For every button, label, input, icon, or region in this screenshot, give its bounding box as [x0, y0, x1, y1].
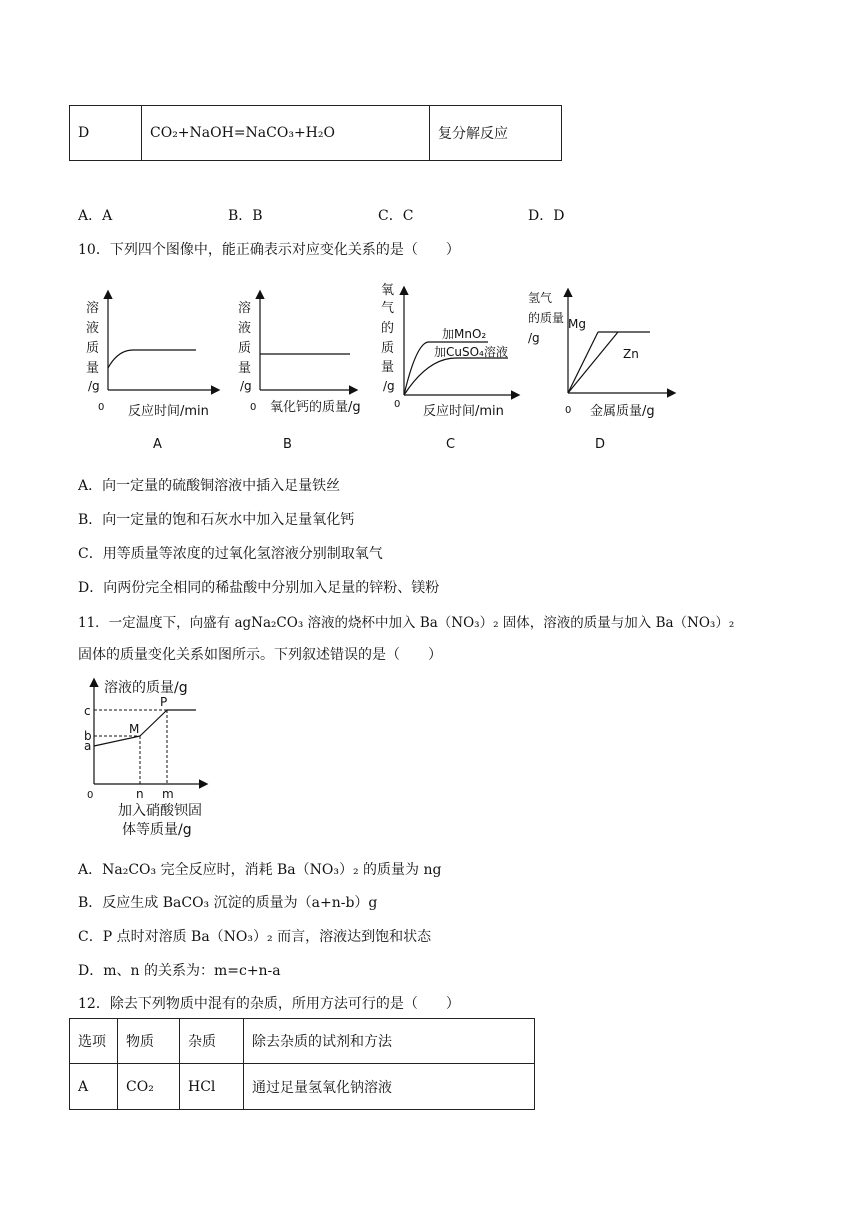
- graph-c-origin: 0: [394, 399, 401, 410]
- graph-c-ylabel-5: 量: [381, 360, 395, 375]
- graph-a-caption: A: [153, 437, 162, 452]
- graph-a-ylabel-1: 溶: [86, 301, 100, 316]
- reaction-table-row-d: [69, 105, 562, 161]
- q12-cell-method: 通过足量氢氧化钠溶液: [244, 1064, 535, 1110]
- q9-option-a[interactable]: A．A: [78, 208, 113, 224]
- q11-c-label: c: [84, 704, 91, 718]
- q11-origin: 0: [87, 790, 94, 801]
- q11-graph: [78, 672, 228, 842]
- graph-d-origin: 0: [565, 405, 572, 416]
- graph-a-ylabel-5: /g: [88, 379, 100, 393]
- graph-d: [528, 290, 674, 452]
- q12-table: [69, 1018, 535, 1110]
- q12-header-method: 除去杂质的试剂和方法: [244, 1019, 535, 1064]
- graph-c-ylabel-1: 氧: [381, 283, 395, 298]
- q10-option-b[interactable]: B．向一定量的饱和石灰水中加入足量氧化钙: [78, 512, 355, 528]
- graph-d-ylabel-3: /g: [528, 331, 540, 345]
- graph-d-zn-label: Zn: [623, 347, 639, 361]
- graph-b-caption: B: [283, 437, 292, 452]
- q12-cell-option: A: [70, 1064, 118, 1110]
- graph-c-curve1-label: 加MnO₂: [442, 327, 487, 341]
- reaction-type-cell: 复分解反应: [430, 106, 562, 161]
- row-label: D: [70, 106, 142, 161]
- graph-b-xlabel: 氧化钙的质量/g: [270, 400, 361, 415]
- graph-a-ylabel-2: 液: [86, 321, 100, 336]
- q9-option-b[interactable]: B．B: [228, 208, 263, 224]
- q10-option-a[interactable]: A．向一定量的硫酸铜溶液中插入足量铁丝: [78, 478, 341, 494]
- q12-header-substance: 物质: [118, 1019, 180, 1064]
- q11-a-label: a: [84, 739, 92, 753]
- graph-b-ylabel-3: 质: [238, 341, 252, 356]
- graph-b-ylabel-1: 溶: [238, 301, 252, 316]
- graph-b-ylabel-4: 量: [238, 361, 252, 376]
- q11-xlabel-1: 加入硝酸钡固: [118, 803, 202, 819]
- q12-header-option: 选项: [70, 1019, 118, 1064]
- q11-stem-line1: 11．一定温度下，向盛有 agNa₂CO₃ 溶液的烧杯中加入 Ba（NO₃）₂ 固体，溶液的质量与加入 Ba（NO₃）₂: [78, 615, 735, 631]
- q11-m-label: m: [162, 787, 174, 801]
- graph-d-xlabel: 金属质量/g: [590, 404, 655, 419]
- graph-b: [238, 292, 361, 452]
- q9-option-d[interactable]: D．D: [528, 208, 565, 224]
- q10-stem: 10．下列四个图像中，能正确表示对应变化关系的是（ ）: [78, 242, 460, 258]
- graph-b-ylabel-5: /g: [240, 379, 252, 393]
- q10-graphs: [78, 280, 678, 455]
- graph-c-ylabel-3: 的: [381, 321, 395, 336]
- graph-c: [381, 283, 518, 452]
- graph-c-caption: C: [446, 437, 456, 452]
- graph-c-curve2-label: 加CuSO₄溶液: [434, 345, 508, 359]
- table-row: [70, 1064, 535, 1110]
- q12-header-impurity: 杂质: [180, 1019, 244, 1064]
- graph-d-mg-label: Mg: [568, 317, 586, 331]
- graph-a: [86, 292, 218, 452]
- q11-option-b[interactable]: B．反应生成 BaCO₃ 沉淀的质量为（a+n-b）g: [78, 895, 378, 911]
- q12-stem: 12．除去下列物质中混有的杂质，所用方法可行的是（ ）: [78, 996, 460, 1012]
- q12-cell-impurity: HCl: [180, 1064, 244, 1110]
- q10-option-d[interactable]: D．向两份完全相同的稀盐酸中分别加入足量的锌粉、镁粉: [78, 580, 440, 596]
- graph-b-ylabel-2: 液: [238, 321, 252, 336]
- equation-cell: CO₂+NaOH=NaCO₃+H₂O: [142, 106, 430, 161]
- graph-c-ylabel-6: /g: [383, 379, 395, 393]
- graph-a-ylabel-3: 质: [86, 341, 100, 356]
- graph-c-xlabel: 反应时间/min: [423, 404, 504, 419]
- graph-c-ylabel-2: 气: [381, 301, 395, 316]
- q12-header-row: [70, 1019, 535, 1064]
- q11-b-label: b: [84, 729, 92, 743]
- graph-b-origin: 0: [250, 402, 257, 413]
- graph-d-ylabel-1: 氢气: [528, 291, 553, 305]
- graph-d-ylabel-2: 的质量: [528, 311, 565, 325]
- q11-n-label: n: [136, 787, 144, 801]
- graph-a-xlabel: 反应时间/min: [128, 404, 209, 419]
- q11-stem-line2: 固体的质量变化关系如图所示。下列叙述错误的是（ ）: [78, 647, 442, 663]
- q11-option-c[interactable]: C．P 点时对溶质 Ba（NO₃）₂ 而言，溶液达到饱和状态: [78, 929, 432, 945]
- graph-c-ylabel-4: 质: [381, 341, 395, 356]
- q10-option-c[interactable]: C．用等质量等浓度的过氧化氢溶液分别制取氧气: [78, 546, 383, 562]
- q12-cell-substance: CO₂: [118, 1064, 180, 1110]
- graph-a-ylabel-4: 量: [86, 361, 100, 376]
- q11-ylabel: 溶液的质量/g: [104, 680, 188, 696]
- q11-option-a[interactable]: A．Na₂CO₃ 完全反应时，消耗 Ba（NO₃）₂ 的质量为 ng: [78, 862, 442, 878]
- graph-a-origin: 0: [98, 402, 105, 413]
- q11-point-p: P: [160, 695, 168, 709]
- q9-option-c[interactable]: C．C: [378, 208, 414, 224]
- q11-xlabel-2: 体等质量/g: [122, 822, 192, 838]
- graph-d-caption: D: [595, 437, 606, 452]
- q11-option-d[interactable]: D．m、n 的关系为：m=c+n-a: [78, 963, 281, 979]
- q11-point-m: M: [129, 722, 140, 736]
